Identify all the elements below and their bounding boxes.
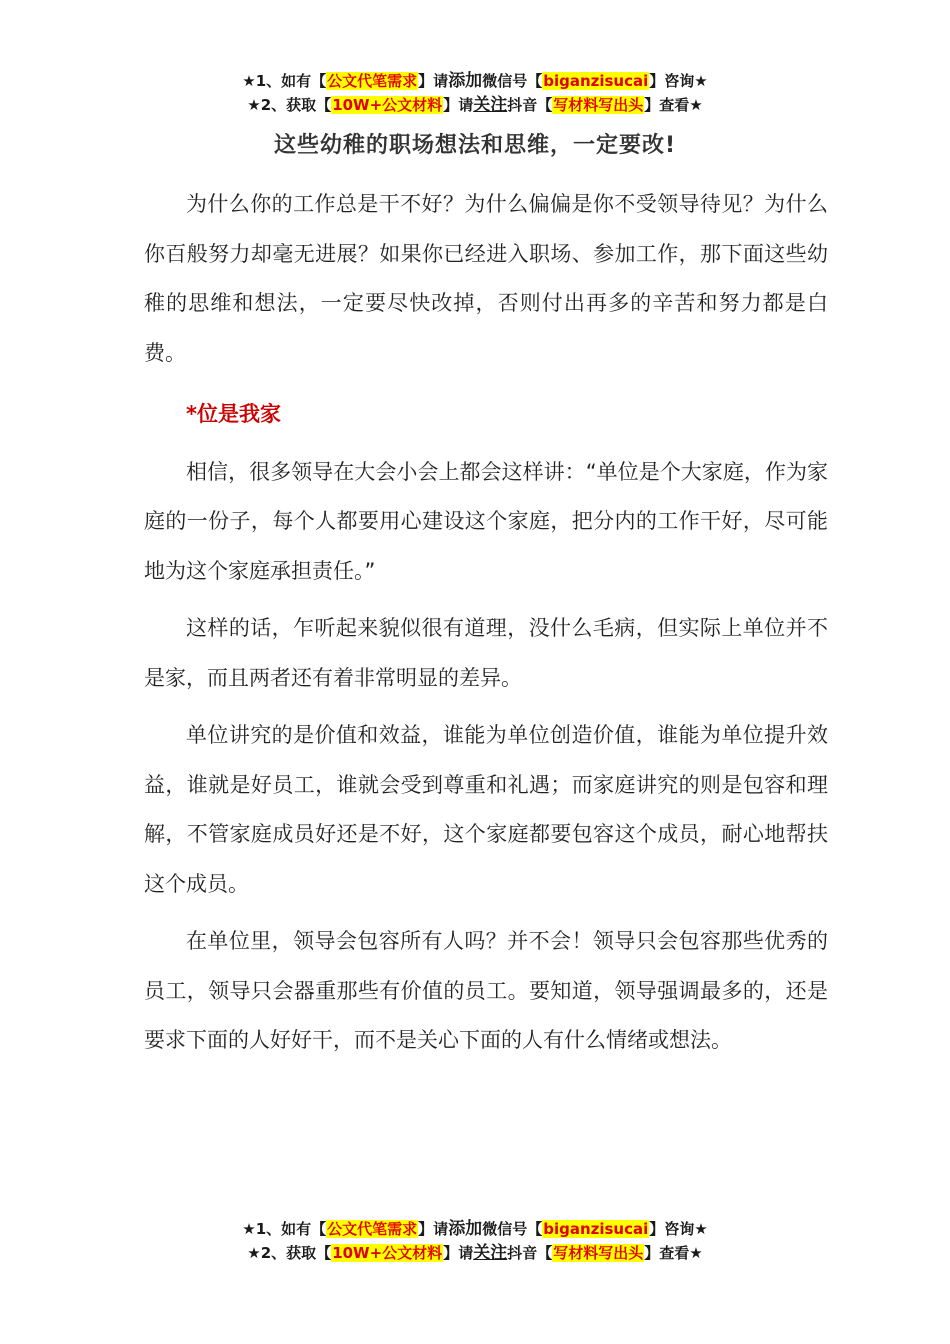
promo-highlight: 公文代笔需求 — [327, 1220, 418, 1238]
star-icon: ★ — [247, 96, 261, 114]
douyin-account: 写材料写出头 — [553, 1244, 644, 1262]
promo-text: 】请 — [418, 72, 449, 90]
promo-text: 1、如有【 — [255, 72, 327, 90]
star-icon: ★ — [247, 1244, 261, 1262]
promo-text: 微信号【 — [482, 72, 543, 90]
promo-text: 】咨询★ — [649, 1220, 708, 1238]
promo-text: 抖音【 — [507, 96, 553, 114]
promo-text: 2、获取【 — [260, 96, 332, 114]
paragraph: 这样的话，乍听起来貌似很有道理，没什么毛病，但实际上单位并不是家，而且两者还有着非常明显的差异。 — [144, 616, 828, 690]
page-title: 这些幼稚的职场想法和思维，一定要改! — [273, 133, 677, 158]
promo-emphasis: 关注 — [473, 95, 508, 115]
paragraph: 相信，很多领导在大会小会上都会这样讲：“单位是个大家庭，作为家庭的一份子，每个人都要用心建设这个家庭，把分内的工作干好，尽可能地为这个家庭承担责任。” — [144, 459, 828, 583]
wechat-id: biganzisucai — [543, 72, 649, 90]
section-heading: *位是我家 — [186, 402, 281, 426]
promo-text: 】查看★ — [644, 1244, 703, 1262]
promo-line-1 — [0, 69, 950, 93]
wechat-id: biganzisucai — [543, 1220, 649, 1238]
promo-text: 】咨询★ — [649, 72, 708, 90]
promo-text: 】请 — [418, 1220, 449, 1238]
promo-highlight: 公文代笔需求 — [327, 72, 418, 90]
promo-emphasis: 添加 — [448, 1219, 483, 1239]
promo-text: 2、获取【 — [260, 1244, 332, 1262]
promo-text: 】请 — [443, 1244, 474, 1262]
paragraph: 单位讲究的是价值和效益，谁能为单位创造价值，谁能为单位提升效益，谁就是好员工，谁就会受到尊重和礼遇；而家庭讲究的则是包容和理解，不管家庭成员好还是不好，这个家庭都要包容这个成员，耐心地帮扶这个成员。 — [144, 723, 828, 896]
promo-line-1 — [0, 1217, 950, 1241]
promo-line-2 — [0, 1241, 950, 1265]
paragraph: 在单位里，领导会包容所有人吗？并不会！领导只会包容那些优秀的员工，领导只会器重那些有价值的员工。要知道，领导强调最多的，还是要求下面的人好好干，而不是关心下面的人有什么情绪或想法。 — [144, 929, 828, 1052]
promo-footer — [0, 1217, 950, 1265]
promo-emphasis: 关注 — [473, 1243, 508, 1263]
promo-highlight: 10W+公文材料 — [332, 96, 443, 114]
promo-text: 1、如有【 — [255, 1220, 327, 1238]
star-icon: ★ — [242, 72, 256, 90]
promo-text: 】请 — [443, 96, 474, 114]
promo-highlight: 10W+公文材料 — [332, 1244, 443, 1262]
promo-text: 抖音【 — [507, 1244, 553, 1262]
promo-emphasis: 添加 — [448, 71, 483, 91]
douyin-account: 写材料写出头 — [553, 96, 644, 114]
article-body — [144, 180, 828, 1074]
promo-text: 微信号【 — [482, 1220, 543, 1238]
star-icon: ★ — [242, 1220, 256, 1238]
promo-line-2 — [0, 93, 950, 117]
promo-header — [0, 69, 950, 117]
promo-text: 】查看★ — [644, 96, 703, 114]
paragraph: 为什么你的工作总是干不好？为什么偏偏是你不受领导待见？为什么你百般努力却毫无进展？如果你已经进入职场、参加工作，那下面这些幼稚的思维和想法，一定要尽快改掉，否则付出再多的辛苦和努力都是白费。 — [144, 192, 828, 365]
